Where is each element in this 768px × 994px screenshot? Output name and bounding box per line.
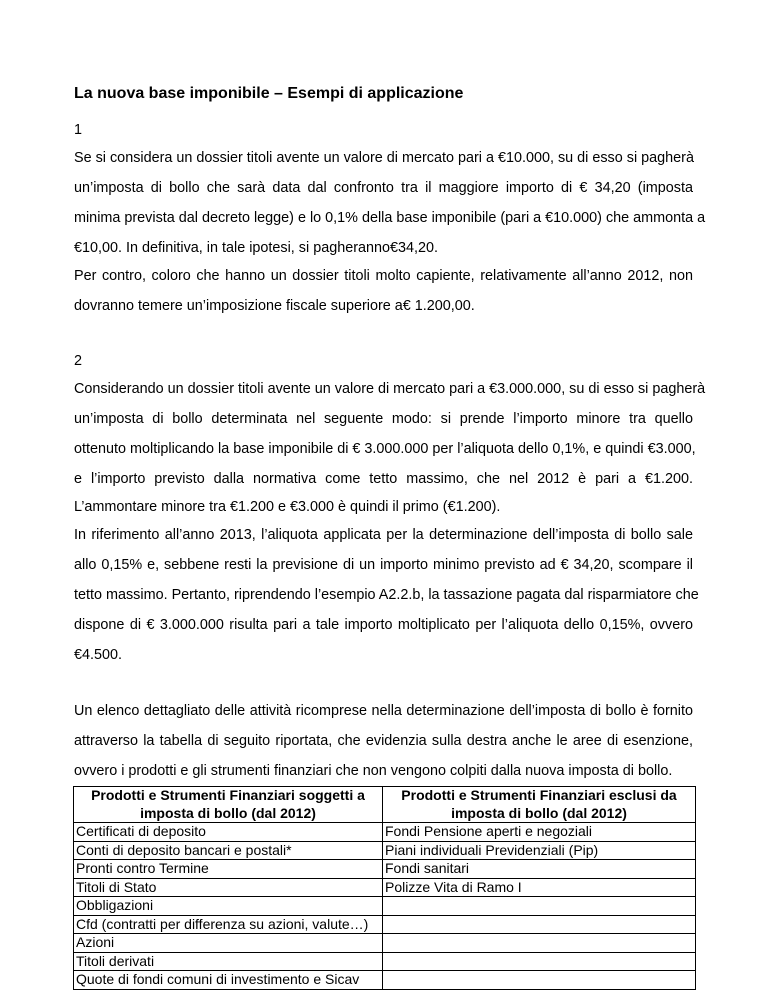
products-table [73,786,696,990]
table-cell: Obbligazioni [74,897,383,916]
table-cell: Polizze Vita di Ramo I [383,878,696,897]
paragraph-line: minima prevista dal decreto legge) e lo 0,1% della base imponibile (pari a €10.000) che ammonta a [74,210,706,226]
paragraph-line: dispone di € 3.000.000 risulta pari a tale importo moltiplicato per l’aliquota dello 0,15%, ovvero [74,617,693,633]
table-row [74,823,696,842]
header-subject-products: Prodotti e Strumenti Finanziari soggetti a imposta di bollo (dal 2012) [74,787,383,823]
table-header-row [74,787,696,823]
table-cell [383,952,696,971]
paragraph-line: ottenuto moltiplicando la base imponibile di € 3.000.000 per l’aliquota dello 0,1%, e quindi €3.000, [74,441,696,457]
table-cell [383,915,696,934]
table-row [74,897,696,916]
table-row [74,934,696,953]
paragraph-line: Considerando un dossier titoli avente un valore di mercato pari a €3.000.000, su di esso si pagherà [74,381,706,397]
paragraph-line: In riferimento all’anno 2013, l’aliquota applicata per la determinazione dell’imposta di bollo sale [74,527,693,543]
paragraph-line: ovvero i prodotti e gli strumenti finanziari che non vengono colpiti dalla nuova imposta di bollo. [74,763,673,779]
paragraph-line: dovranno temere un’imposizione fiscale superiore a€ 1.200,00. [74,298,475,314]
table-row [74,971,696,990]
table-cell [383,934,696,953]
table-row [74,915,696,934]
table-row [74,860,696,879]
table-cell: Titoli di Stato [74,878,383,897]
paragraph-line: attraverso la tabella di seguito riportata, che evidenzia sulla destra anche le aree di esenzione, [74,733,693,749]
paragraph-line: allo 0,15% e, sebbene resti la previsione di un importo minimo previsto ad € 34,20, scompare il [74,557,693,573]
paragraph-line: un’imposta di bollo che sarà data dal confronto tra il maggiore importo di € 34,20 (imposta [74,180,693,196]
paragraph-line: e l’importo previsto dalla normativa come tetto massimo, che nel 2012 è pari a €1.200. [74,471,693,487]
table-cell: Quote di fondi comuni di investimento e Sicav [74,971,383,990]
paragraph-line: Per contro, coloro che hanno un dossier titoli molto capiente, relativamente all’anno 2012, non [74,268,693,284]
table-cell: Fondi sanitari [383,860,696,879]
paragraph-line: €10,00. In definitiva, in tale ipotesi, si pagheranno€34,20. [74,240,439,256]
paragraph-line: un’imposta di bollo determinata nel seguente modo: si prende l’importo minore tra quello [74,411,693,427]
table-row [74,952,696,971]
table-cell: Conti di deposito bancari e postali* [74,841,383,860]
paragraph-line: Se si considera un dossier titoli avente un valore di mercato pari a €10.000, su di esso si pagherà [74,150,694,166]
paragraph-line: L’ammontare minore tra €1.200 e €3.000 è quindi il primo (€1.200). [74,499,501,515]
table-row [74,878,696,897]
page-title: La nuova base imponibile – Esempi di applicazione [74,85,464,102]
example-1-number: 1 [74,122,83,138]
table-cell: Azioni [74,934,383,953]
table-cell: Piani individuali Previdenziali (Pip) [383,841,696,860]
header-excluded-products: Prodotti e Strumenti Finanziari esclusi da imposta di bollo (dal 2012) [383,787,696,823]
table-cell: Fondi Pensione aperti e negoziali [383,823,696,842]
table-cell: Cfd (contratti per differenza su azioni, valute…) [74,915,383,934]
table-cell: Titoli derivati [74,952,383,971]
table-cell: Certificati di deposito [74,823,383,842]
paragraph-line: €4.500. [74,647,123,663]
table-row [74,841,696,860]
table-cell: Pronti contro Termine [74,860,383,879]
paragraph-line: Un elenco dettagliato delle attività ricomprese nella determinazione dell’imposta di bollo è fornito [74,703,693,719]
table-cell [383,897,696,916]
paragraph-line: tetto massimo. Pertanto, riprendendo l’esempio A2.2.b, la tassazione pagata dal risparmiatore che [74,587,699,603]
table-cell [383,971,696,990]
example-2-number: 2 [74,353,83,369]
